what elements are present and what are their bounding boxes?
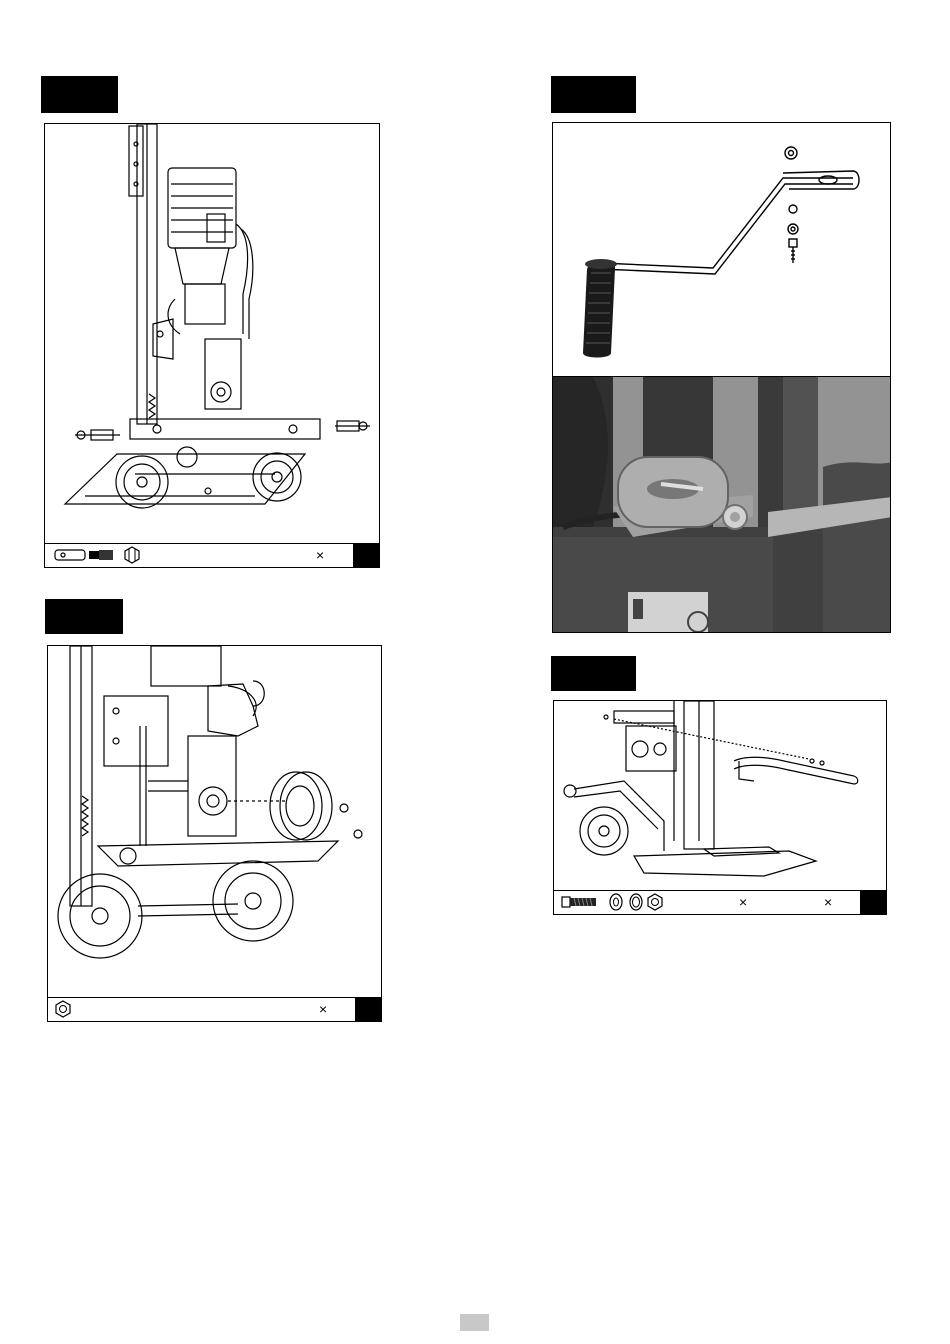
page-number-box — [460, 1314, 489, 1331]
hex-nut-icon — [54, 1000, 72, 1018]
mounting-bracket-photo — [553, 377, 891, 633]
hex-nut-icon — [646, 893, 664, 911]
step-1-illustration — [45, 124, 379, 542]
step-1-label-tab — [41, 76, 118, 113]
step-4-count-box — [860, 891, 886, 914]
bolt-pin-icon — [53, 546, 115, 564]
step-3-mounting-photo — [552, 376, 891, 633]
step-2-panel — [47, 645, 382, 1022]
step-1-count-box — [353, 544, 379, 567]
step-4-quantity-mark-2: × — [824, 894, 833, 910]
step-4-illustration — [554, 701, 886, 889]
step-4-quantity-mark-1: × — [739, 894, 748, 910]
step-3-drawing-panel — [552, 122, 891, 377]
step-1-quantity-mark: × — [316, 547, 325, 563]
step-1-parts-bar — [45, 543, 379, 567]
step-4-panel — [553, 700, 887, 915]
step-2-count-box — [355, 998, 381, 1021]
hex-nut-icon — [123, 546, 141, 564]
step-4-parts-bar — [554, 890, 886, 914]
step-3-label-tab — [551, 76, 636, 113]
spring-washer-icon — [628, 893, 644, 911]
step-2-parts-bar — [48, 997, 381, 1021]
crank-handle-illustration — [553, 123, 890, 376]
step-2-quantity-mark: × — [319, 1001, 328, 1017]
step-2-illustration — [48, 646, 381, 996]
hex-bolt-icon — [560, 893, 600, 911]
step-1-panel — [44, 123, 380, 568]
step-2-label-tab — [45, 599, 123, 634]
washer-icon — [608, 893, 624, 911]
step-4-label-tab — [551, 656, 636, 691]
